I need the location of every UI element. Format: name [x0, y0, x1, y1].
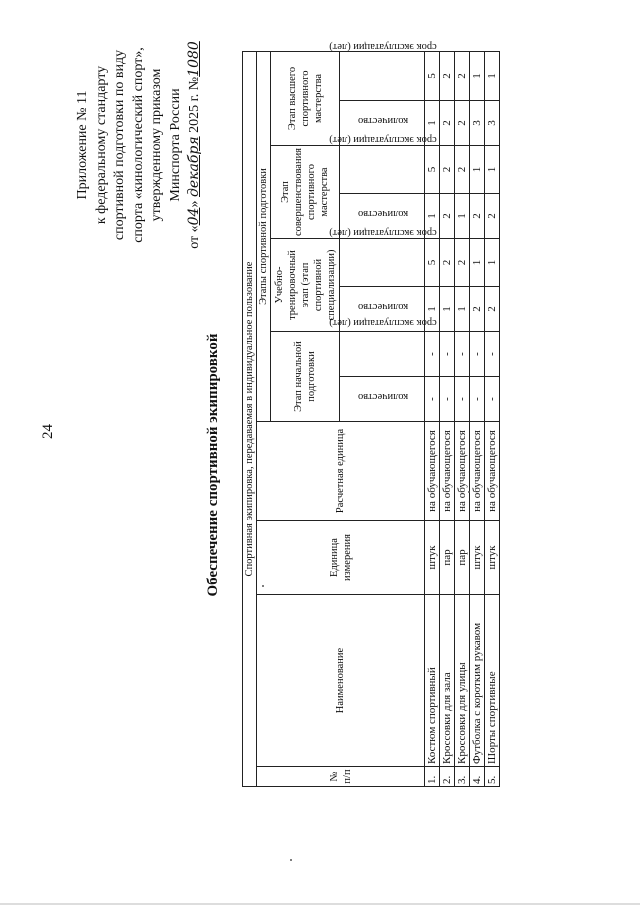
- order-number-handwritten: 1080: [186, 41, 202, 77]
- term-cell: 1: [470, 146, 485, 194]
- appendix-line-5: утвержденному приказом: [149, 68, 164, 222]
- quantity-cell: 2: [470, 287, 485, 332]
- table-super-header: Спортивная экипировка, передаваемая в индивидуальное пользование: [243, 51, 257, 786]
- term-cell: 1: [485, 239, 500, 287]
- sub-header-term-text: срок эксплуатации (лет): [328, 134, 437, 146]
- sub-header-quantity: [340, 377, 425, 422]
- term-cell: -: [440, 332, 455, 377]
- quantity-cell: 3: [470, 101, 485, 146]
- quantity-cell: -: [485, 377, 500, 422]
- appendix-order-line: [185, 25, 205, 265]
- stage-header-higher: Этап высшего спортивного мастерства: [271, 51, 340, 145]
- date-day-handwritten: 04: [186, 207, 202, 226]
- term-cell: 2: [455, 239, 470, 287]
- quantity-cell: 2: [440, 194, 455, 239]
- col-header-stages: Этапы спортивной подготовки: [257, 51, 271, 421]
- row-number: 3.: [455, 767, 470, 787]
- row-unit: штук: [485, 521, 500, 595]
- row-calc-unit: на обучающегося: [425, 422, 440, 521]
- sub-header-term: [328, 227, 437, 287]
- term-cell: 5: [425, 239, 440, 287]
- term-cell: 5: [425, 51, 440, 100]
- scan-speck: [290, 859, 292, 861]
- quantity-cell: 3: [485, 101, 500, 146]
- row-unit: пар: [455, 521, 470, 595]
- sub-header-term-text: срок эксплуатации (лет): [328, 317, 437, 329]
- quantity-cell: 2: [470, 194, 485, 239]
- term-cell: 2: [440, 146, 455, 194]
- term-cell: 1: [485, 146, 500, 194]
- term-cell: -: [425, 332, 440, 377]
- equipment-table: [242, 41, 500, 787]
- table-body: [425, 51, 500, 786]
- sub-header-term: [328, 317, 437, 377]
- row-calc-unit: на обучающегося: [485, 422, 500, 521]
- scan-speck: [468, 491, 470, 493]
- table-row: [470, 51, 485, 786]
- appendix-line-3: спортивной подготовки по виду: [112, 49, 127, 241]
- row-number: 1.: [425, 767, 440, 787]
- document-title: Обеспечение спортивной экипировкой: [205, 333, 221, 597]
- quantity-cell: -: [425, 377, 440, 422]
- quantity-cell: 1: [455, 194, 470, 239]
- stage-header-initial: Этап начальной подготовки: [271, 332, 340, 422]
- row-calc-unit: на обучающегося: [440, 422, 455, 521]
- appendix-line-6: Минспорта России: [167, 88, 183, 202]
- table-row: [440, 51, 455, 786]
- col-header-calc-unit: Расчетная единица: [257, 422, 425, 521]
- sub-header-quantity-text: количество: [357, 300, 408, 312]
- row-name: Футболка с коротким рукавом: [470, 595, 485, 767]
- quantity-cell: 2: [455, 101, 470, 146]
- term-cell: 1: [485, 51, 500, 100]
- date-mid: »: [187, 197, 202, 208]
- row-number: 4.: [470, 767, 485, 787]
- row-unit: штук: [470, 521, 485, 595]
- row-name: Костюм спортивный: [425, 595, 440, 767]
- term-cell: -: [485, 332, 500, 377]
- term-cell: 2: [440, 239, 455, 287]
- stage-header-improvement: Этап совершенствования спортивного мастерства: [271, 146, 340, 239]
- appendix-line-1: Приложение № 11: [75, 90, 90, 200]
- term-cell: 2: [455, 146, 470, 194]
- col-header-unit: Единица измерения: [257, 521, 425, 595]
- term-cell: 1: [470, 51, 485, 100]
- term-cell: 2: [440, 51, 455, 100]
- quantity-cell: 1: [425, 101, 440, 146]
- scan-speck: [262, 585, 264, 587]
- table-row: [455, 51, 470, 786]
- row-unit: пар: [440, 521, 455, 595]
- row-number: 2.: [440, 767, 455, 787]
- quantity-cell: 1: [455, 287, 470, 332]
- table-row: [485, 51, 500, 786]
- row-number: 5.: [485, 767, 500, 787]
- sub-header-term: [328, 41, 437, 100]
- term-cell: 2: [455, 51, 470, 100]
- appendix-header: [74, 25, 205, 265]
- col-header-number: № п/п: [257, 767, 425, 787]
- quantity-cell: 2: [440, 101, 455, 146]
- sub-header-quantity-text: количество: [357, 114, 408, 126]
- row-name: Кроссовки для зала: [440, 595, 455, 767]
- quantity-cell: -: [470, 377, 485, 422]
- sub-header-quantity-text: количество: [357, 390, 408, 402]
- quantity-cell: 1: [440, 287, 455, 332]
- row-calc-unit: на обучающегося: [470, 422, 485, 521]
- sub-header-quantity-text: количество: [357, 207, 408, 219]
- appendix-line-2: к федеральному стандарту: [93, 65, 109, 225]
- term-cell: -: [470, 332, 485, 377]
- quantity-cell: 2: [485, 287, 500, 332]
- sub-header-term-text: срок эксплуатации (лет): [328, 227, 437, 239]
- row-calc-unit: на обучающегося: [455, 422, 470, 521]
- row-unit: штук: [425, 521, 440, 595]
- quantity-cell: 1: [425, 194, 440, 239]
- date-month-handwritten: декабря: [186, 136, 202, 198]
- term-cell: 1: [470, 239, 485, 287]
- appendix-line-4: спорта «кинологический спорт»,: [130, 47, 146, 243]
- col-header-name: Наименование: [257, 595, 425, 767]
- quantity-cell: -: [455, 377, 470, 422]
- date-prefix: от «: [187, 225, 202, 249]
- sub-header-term: [328, 134, 437, 194]
- quantity-cell: 2: [485, 194, 500, 239]
- row-name: Кроссовки для улицы: [455, 595, 470, 767]
- quantity-cell: -: [440, 377, 455, 422]
- quantity-cell: 1: [425, 287, 440, 332]
- stage-header-training: Учебно-тренировочный этап (этап спортивной специализации): [271, 239, 340, 332]
- term-cell: -: [455, 332, 470, 377]
- date-year: 2025 г. №: [187, 76, 202, 137]
- table-row: [425, 51, 440, 786]
- term-cell: 5: [425, 146, 440, 194]
- page-number: 24: [40, 424, 56, 439]
- sub-header-term-text: срок эксплуатации (лет): [328, 41, 437, 53]
- row-name: Шорты спортивные: [485, 595, 500, 767]
